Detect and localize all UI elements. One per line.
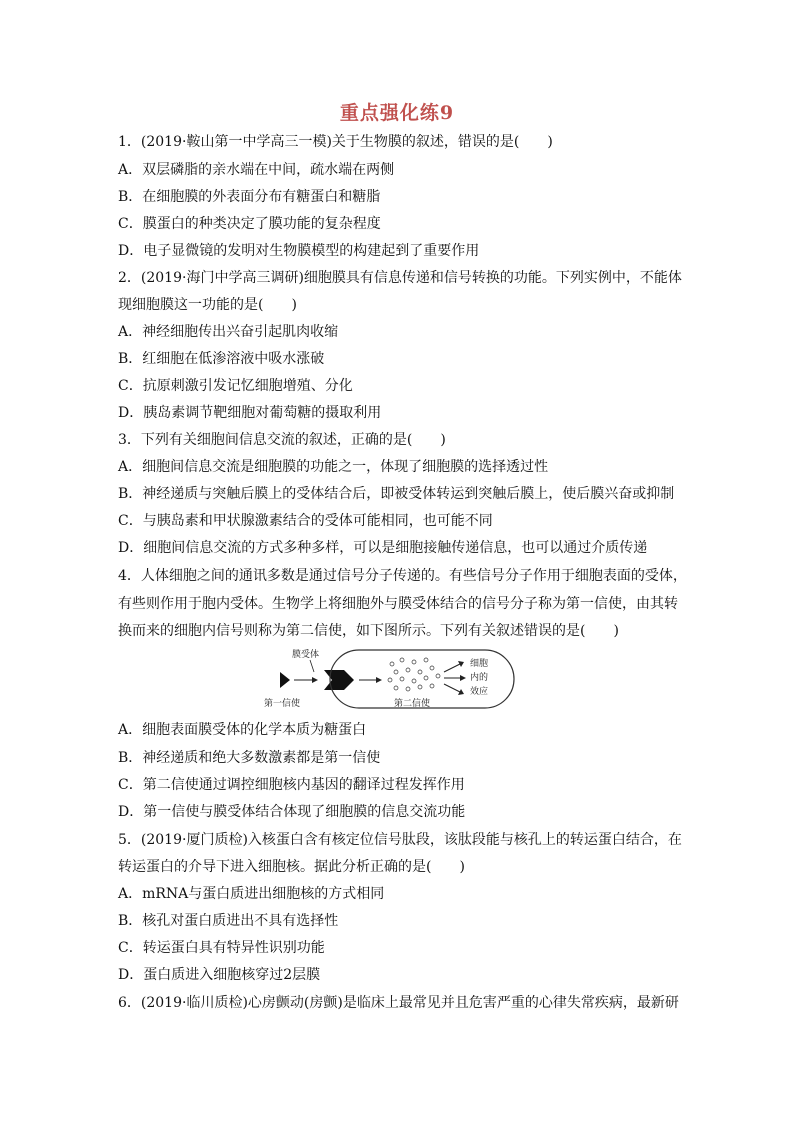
receptor-shape <box>324 670 354 690</box>
signal-transduction-diagram <box>262 648 532 710</box>
q6-stem-line-1: 6．(2019·临川质检)心房颤动(房颤)是临床上最常见并且危害严重的心律失常疾病，最新研 <box>118 995 679 1011</box>
q2-stem-line-1: 2．(2019·海门中学高三调研)细胞膜具有信息传递和信号转换的功能。下列实例中，不能体 <box>118 270 682 286</box>
q4-stem-line-1: 4．人体细胞之间的通讯多数是通过信号分子传递的。有些信号分子作用于细胞表面的受体， <box>118 568 687 584</box>
q4-option-d: D．第一信使与膜受体结合体现了细胞膜的信息交流功能 <box>118 804 466 820</box>
q3-option-c: C．与胰岛素和甲状腺激素结合的受体可能相同，也可能不同 <box>118 513 493 529</box>
arrow-2-head <box>376 677 382 683</box>
q2-option-b: B．红细胞在低渗溶液中吸水涨破 <box>118 351 325 367</box>
q1-option-b: B．在细胞膜的外表面分布有糖蛋白和糖脂 <box>118 189 381 205</box>
q3-option-a: A．细胞间信息交流是细胞膜的功能之一，体现了细胞膜的选择透过性 <box>118 459 549 475</box>
q4-stem-line-2: 有些则作用于胞内受体。生物学上将细胞外与膜受体结合的信号分子称为第一信使，由其转 <box>118 596 678 612</box>
q5-option-d: D．蛋白质进入细胞核穿过2层膜 <box>118 967 321 983</box>
receptor-label: 膜受体 <box>292 650 320 660</box>
q1-option-c: C．膜蛋白的种类决定了膜功能的复杂程度 <box>118 216 381 232</box>
q5-stem-line-1: 5．(2019·厦门质检)入核蛋白含有核定位信号肽段，该肽段能与核孔上的转运蛋白结合，在 <box>118 832 682 848</box>
q4-option-b: B．神经递质和绝大多数激素都是第一信使 <box>118 750 381 766</box>
effect-label-line-1: 细胞 <box>470 659 489 669</box>
effect-arrow-3 <box>444 684 460 692</box>
receptor-pointer-line <box>310 660 314 672</box>
first-messenger-label: 第一信使 <box>264 699 301 709</box>
q3-option-b: B．神经递质与突触后膜上的受体结合后，即被受体转运到突触后膜上，使后膜兴奋或抑制 <box>118 486 675 502</box>
q5-option-b: B．核孔对蛋白质进出不具有选择性 <box>118 913 339 929</box>
q4-option-a: A．细胞表面膜受体的化学本质为糖蛋白 <box>118 722 367 738</box>
q3-option-d: D．细胞间信息交流的方式多种多样，可以是细胞接触传递信息，也可以通过介质传递 <box>118 540 648 556</box>
q2-option-a: A．神经细胞传出兴奋引起肌肉收缩 <box>118 324 339 340</box>
q2-stem-line-2: 现细胞膜这一功能的是( ) <box>118 297 297 313</box>
first-messenger-shape <box>280 672 290 688</box>
q1-stem: 1．(2019·鞍山第一中学高三一模)关于生物膜的叙述，错误的是( ) <box>118 134 553 150</box>
q5-stem-line-2: 转运蛋白的介导下进入细胞核。据此分析正确的是( ) <box>118 859 465 875</box>
effect-label-line-2: 内的 <box>470 673 489 683</box>
effect-arrow-2-head <box>460 675 466 681</box>
page-title: 重点强化练9 <box>339 102 455 124</box>
q5-option-c: C．转运蛋白具有特异性识别功能 <box>118 940 325 956</box>
effect-arrow-1 <box>444 664 460 672</box>
q4-option-c: C．第二信使通过调控细胞核内基因的翻译过程发挥作用 <box>118 777 465 793</box>
second-messenger-dots <box>388 658 440 691</box>
q1-option-d: D．电子显微镜的发明对生物膜模型的构建起到了重要作用 <box>118 243 480 259</box>
arrow-1-head <box>312 677 318 683</box>
second-messenger-label: 第二信使 <box>394 699 431 709</box>
q5-option-a: A．mRNA与蛋白质进出细胞核的方式相同 <box>118 886 385 902</box>
q4-stem-line-3: 换而来的细胞内信号则称为第二信使，如下图所示。下列有关叙述错误的是( ) <box>118 623 619 639</box>
q1-option-a: A．双层磷脂的亲水端在中间，疏水端在两侧 <box>118 162 395 178</box>
q2-option-c: C．抗原刺激引发记忆细胞增殖、分化 <box>118 378 353 394</box>
q3-stem: 3．下列有关细胞间信息交流的叙述，正确的是( ) <box>118 432 446 448</box>
q2-option-d: D．胰岛素调节靶细胞对葡萄糖的摄取利用 <box>118 405 382 421</box>
effect-label-line-3: 效应 <box>470 687 489 697</box>
